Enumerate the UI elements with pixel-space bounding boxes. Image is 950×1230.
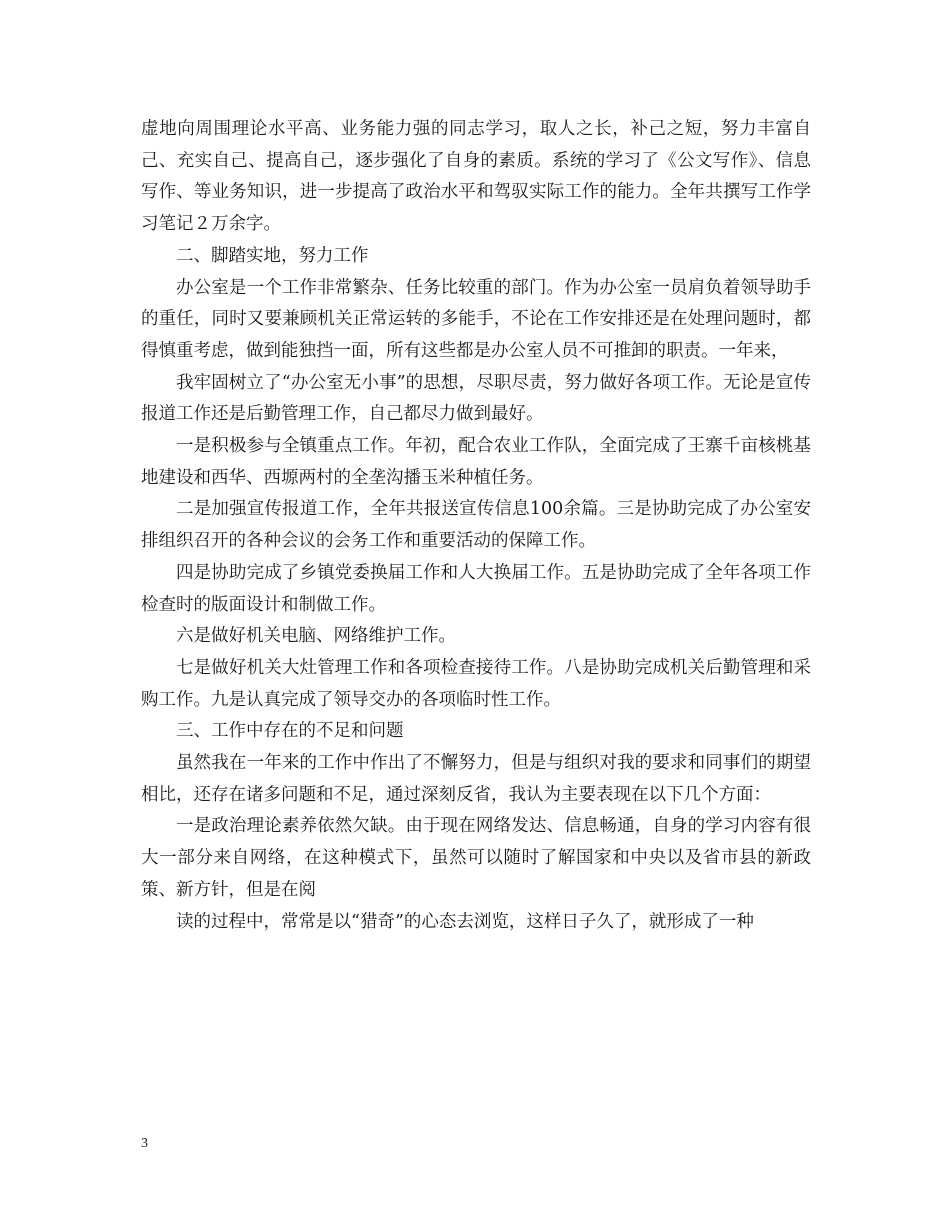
paragraph-7: 四是协助完成了乡镇党委换届工作和人大换届工作。五是协助完成了全年各项工作检查时的版面设计和制做工作。 xyxy=(141,562,811,615)
paragraph-4: 我牢固树立了“办公室无小事”的思想，尽职尽责，努力做好各项工作。无论是宣传报道工作还是后勤管理工作，自己都尽力做到最好。 xyxy=(141,372,811,425)
paragraph-13: 读的过程中，常常是以“猎奇”的心态去浏览，这样日子久了，就形成了一种 xyxy=(176,911,754,932)
document-body xyxy=(141,114,811,938)
paragraph-1: 虚地向周围理论水平高、业务能力强的同志学习，取人之长，补己之短，努力丰富自己、充实自己、提高自己，逐步强化了自身的素质。系统的学习了《公文写作》、信息写作、等业务知识，进一步提高了政治水平和驾驭实际工作的能力。全年共撰写工作学习笔记２万余字。 xyxy=(141,119,811,235)
paragraph-8: 六是做好机关电脑、网络维护工作。 xyxy=(176,626,456,647)
page-number: 3 xyxy=(141,1136,148,1151)
paragraph-11: 虽然我在一年来的工作中作出了不懈努力，但是与组织对我的要求和同事们的期望相比，还存在诸多问题和不足，通过深刻反省，我认为主要表现在以下几个方面： xyxy=(141,753,811,805)
section-heading-2: 二、脚踏实地，努力工作 xyxy=(176,245,369,266)
paragraph-9: 七是做好机关大灶管理工作和各项检查接待工作。八是协助完成机关后勤管理和采购工作。九是认真完成了领导交办的各项临时性工作。 xyxy=(141,657,811,710)
section-heading-3: 三、工作中存在的不足和问题 xyxy=(176,721,404,742)
paragraph-3: 办公室是一个工作非常繁杂、任务比较重的部门。作为办公室一员肩负着领导助手的重任，同时又要兼顾机关正常运转的多能手，不论在工作安排还是在处理问题时，都得慎重考虑，做到能独挡一面，所有这些都是办公室人员不可推卸的职责。一年来， xyxy=(141,277,811,361)
paragraph-5: 一是积极参与全镇重点工作。年初，配合农业工作队，全面完成了王寨千亩核桃基地建设和西华、西塬两村的全垄沟播玉米种植任务。 xyxy=(141,436,811,488)
paragraph-12: 一是政治理论素养依然欠缺。由于现在网络发达、信息畅通，自身的学习内容有很大一部分来自网络，在这种模式下，虽然可以随时了解国家和中央以及省市县的新政策、新方针，但是在阅 xyxy=(141,816,811,900)
paragraph-6: 二是加强宣传报道工作，全年共报送宣传信息100余篇。三是协助完成了办公室安排组织召开的各种会议的会务工作和重要活动的保障工作。 xyxy=(141,499,811,552)
